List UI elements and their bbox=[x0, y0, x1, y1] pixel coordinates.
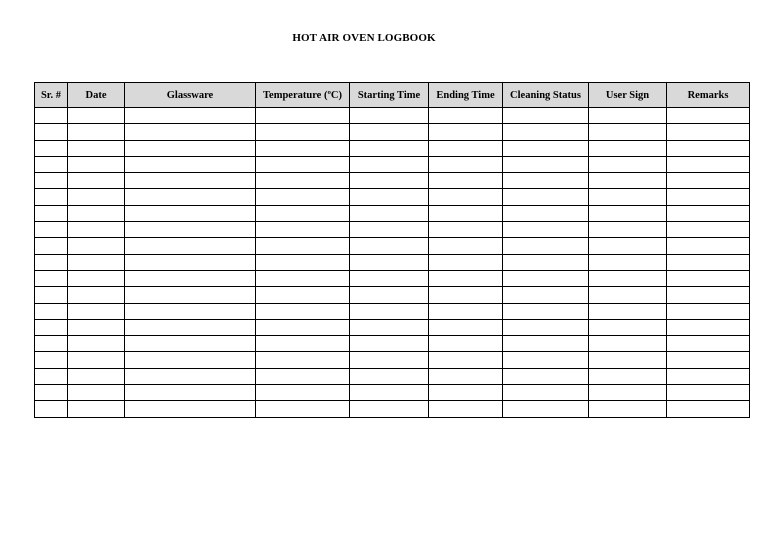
table-cell[interactable] bbox=[125, 124, 256, 140]
table-cell[interactable] bbox=[350, 352, 429, 368]
table-cell[interactable] bbox=[667, 303, 750, 319]
table-cell[interactable] bbox=[68, 287, 125, 303]
table-cell[interactable] bbox=[256, 319, 350, 335]
table-cell[interactable] bbox=[429, 108, 503, 124]
table-row bbox=[35, 205, 750, 221]
table-cell[interactable] bbox=[68, 205, 125, 221]
table-cell[interactable] bbox=[429, 205, 503, 221]
table-cell[interactable] bbox=[256, 124, 350, 140]
table-cell[interactable] bbox=[350, 336, 429, 352]
table-cell[interactable] bbox=[68, 401, 125, 417]
table-cell[interactable] bbox=[256, 385, 350, 401]
table-cell[interactable] bbox=[68, 336, 125, 352]
table-cell[interactable] bbox=[350, 303, 429, 319]
table-cell[interactable] bbox=[503, 401, 589, 417]
table-cell[interactable] bbox=[429, 352, 503, 368]
table-cell[interactable] bbox=[503, 303, 589, 319]
column-header-remarks: Remarks bbox=[667, 83, 750, 108]
table-cell[interactable] bbox=[589, 173, 667, 189]
table-cell[interactable] bbox=[667, 108, 750, 124]
table-cell[interactable] bbox=[68, 140, 125, 156]
table-cell[interactable] bbox=[35, 173, 68, 189]
table-cell[interactable] bbox=[35, 222, 68, 238]
table-cell[interactable] bbox=[429, 189, 503, 205]
table-cell[interactable] bbox=[256, 368, 350, 384]
table-cell[interactable] bbox=[503, 368, 589, 384]
table-cell[interactable] bbox=[256, 108, 350, 124]
table-cell[interactable] bbox=[589, 401, 667, 417]
table-row bbox=[35, 124, 750, 140]
table-cell[interactable] bbox=[68, 385, 125, 401]
table-cell[interactable] bbox=[256, 303, 350, 319]
table-cell[interactable] bbox=[429, 270, 503, 286]
table-cell[interactable] bbox=[589, 319, 667, 335]
table-cell[interactable] bbox=[256, 287, 350, 303]
table-cell[interactable] bbox=[35, 270, 68, 286]
column-header-glassware: Glassware bbox=[125, 83, 256, 108]
table-cell[interactable] bbox=[125, 385, 256, 401]
table-cell[interactable] bbox=[350, 108, 429, 124]
table-cell[interactable] bbox=[429, 385, 503, 401]
table-cell[interactable] bbox=[429, 401, 503, 417]
logbook-table bbox=[34, 82, 750, 418]
table-cell[interactable] bbox=[589, 385, 667, 401]
table-cell[interactable] bbox=[589, 336, 667, 352]
table-cell[interactable] bbox=[350, 287, 429, 303]
table-cell[interactable] bbox=[125, 368, 256, 384]
table-cell[interactable] bbox=[503, 319, 589, 335]
table-cell[interactable] bbox=[667, 287, 750, 303]
column-header-user-sign: User Sign bbox=[589, 83, 667, 108]
table-cell[interactable] bbox=[125, 303, 256, 319]
column-header-sr-no: Sr. # bbox=[35, 83, 68, 108]
table-cell[interactable] bbox=[589, 124, 667, 140]
table-cell[interactable] bbox=[503, 385, 589, 401]
table-cell[interactable] bbox=[429, 368, 503, 384]
table-cell[interactable] bbox=[350, 124, 429, 140]
table-cell[interactable] bbox=[125, 336, 256, 352]
table-cell[interactable] bbox=[125, 108, 256, 124]
table-cell[interactable] bbox=[35, 189, 68, 205]
table-cell[interactable] bbox=[35, 352, 68, 368]
table-row bbox=[35, 140, 750, 156]
table-cell[interactable] bbox=[350, 222, 429, 238]
table-row bbox=[35, 319, 750, 335]
table-cell[interactable] bbox=[256, 140, 350, 156]
table-cell[interactable] bbox=[125, 270, 256, 286]
table-cell[interactable] bbox=[667, 401, 750, 417]
table-cell[interactable] bbox=[589, 140, 667, 156]
table-cell[interactable] bbox=[667, 238, 750, 254]
table-cell[interactable] bbox=[68, 124, 125, 140]
table-cell[interactable] bbox=[503, 173, 589, 189]
table-cell[interactable] bbox=[503, 222, 589, 238]
table-cell[interactable] bbox=[667, 205, 750, 221]
table-cell[interactable] bbox=[68, 156, 125, 172]
table-cell[interactable] bbox=[68, 270, 125, 286]
table-cell[interactable] bbox=[429, 287, 503, 303]
table-cell[interactable] bbox=[256, 156, 350, 172]
table-cell[interactable] bbox=[667, 156, 750, 172]
table-cell[interactable] bbox=[256, 270, 350, 286]
table-row bbox=[35, 401, 750, 417]
table-cell[interactable] bbox=[256, 352, 350, 368]
table-cell[interactable] bbox=[503, 108, 589, 124]
table-cell[interactable] bbox=[667, 173, 750, 189]
table-cell[interactable] bbox=[35, 238, 68, 254]
table-cell[interactable] bbox=[35, 319, 68, 335]
table-cell[interactable] bbox=[503, 270, 589, 286]
table-cell[interactable] bbox=[589, 287, 667, 303]
table-cell[interactable] bbox=[589, 303, 667, 319]
table-cell[interactable] bbox=[68, 319, 125, 335]
table-cell[interactable] bbox=[667, 270, 750, 286]
column-header-date: Date bbox=[68, 83, 125, 108]
table-cell[interactable] bbox=[503, 254, 589, 270]
table-cell[interactable] bbox=[35, 368, 68, 384]
table-cell[interactable] bbox=[68, 108, 125, 124]
header-row bbox=[35, 83, 750, 108]
table-cell[interactable] bbox=[589, 238, 667, 254]
table-cell[interactable] bbox=[350, 254, 429, 270]
table-cell[interactable] bbox=[125, 189, 256, 205]
table-cell[interactable] bbox=[350, 205, 429, 221]
table-cell[interactable] bbox=[125, 319, 256, 335]
table-cell[interactable] bbox=[125, 222, 256, 238]
table-row bbox=[35, 287, 750, 303]
table-cell[interactable] bbox=[667, 385, 750, 401]
table-cell[interactable] bbox=[503, 287, 589, 303]
table-cell[interactable] bbox=[667, 319, 750, 335]
table-row bbox=[35, 108, 750, 124]
table-cell[interactable] bbox=[667, 368, 750, 384]
table-row bbox=[35, 238, 750, 254]
table-row bbox=[35, 156, 750, 172]
table-cell[interactable] bbox=[256, 189, 350, 205]
table-cell[interactable] bbox=[350, 189, 429, 205]
table-cell[interactable] bbox=[35, 385, 68, 401]
table-cell[interactable] bbox=[503, 156, 589, 172]
table-cell[interactable] bbox=[503, 189, 589, 205]
table-cell[interactable] bbox=[256, 254, 350, 270]
table-cell[interactable] bbox=[429, 303, 503, 319]
table-cell[interactable] bbox=[68, 238, 125, 254]
table-cell[interactable] bbox=[589, 189, 667, 205]
table-cell[interactable] bbox=[125, 140, 256, 156]
table-cell[interactable] bbox=[350, 270, 429, 286]
table-cell[interactable] bbox=[503, 352, 589, 368]
table-cell[interactable] bbox=[350, 156, 429, 172]
column-header-starting-time: Starting Time bbox=[350, 83, 429, 108]
table-cell[interactable] bbox=[350, 173, 429, 189]
table-cell[interactable] bbox=[35, 156, 68, 172]
table-cell[interactable] bbox=[429, 319, 503, 335]
table-cell[interactable] bbox=[35, 140, 68, 156]
column-header-cleaning-status: Cleaning Status bbox=[503, 83, 589, 108]
table-cell[interactable] bbox=[429, 124, 503, 140]
table-cell[interactable] bbox=[35, 205, 68, 221]
table-cell[interactable] bbox=[589, 222, 667, 238]
table-cell[interactable] bbox=[589, 352, 667, 368]
table-row bbox=[35, 270, 750, 286]
column-header-temperature: Temperature (ºC) bbox=[256, 83, 350, 108]
table-cell[interactable] bbox=[503, 336, 589, 352]
table-cell[interactable] bbox=[503, 124, 589, 140]
table-cell[interactable] bbox=[350, 238, 429, 254]
table-cell[interactable] bbox=[350, 140, 429, 156]
table-cell[interactable] bbox=[125, 401, 256, 417]
table-cell[interactable] bbox=[503, 140, 589, 156]
table-cell[interactable] bbox=[350, 385, 429, 401]
table-cell[interactable] bbox=[68, 368, 125, 384]
table-cell[interactable] bbox=[350, 319, 429, 335]
table-row bbox=[35, 254, 750, 270]
table-cell[interactable] bbox=[589, 108, 667, 124]
table-row bbox=[35, 368, 750, 384]
table-cell[interactable] bbox=[429, 336, 503, 352]
table-cell[interactable] bbox=[125, 238, 256, 254]
table-cell[interactable] bbox=[350, 368, 429, 384]
table-cell[interactable] bbox=[125, 205, 256, 221]
table-cell[interactable] bbox=[503, 238, 589, 254]
table-cell[interactable] bbox=[429, 254, 503, 270]
table-cell[interactable] bbox=[68, 254, 125, 270]
table-cell[interactable] bbox=[68, 303, 125, 319]
table-cell[interactable] bbox=[589, 270, 667, 286]
table-cell[interactable] bbox=[68, 222, 125, 238]
table-cell[interactable] bbox=[667, 254, 750, 270]
table-cell[interactable] bbox=[256, 222, 350, 238]
table-cell[interactable] bbox=[667, 124, 750, 140]
table-cell[interactable] bbox=[35, 401, 68, 417]
table-cell[interactable] bbox=[429, 140, 503, 156]
table-cell[interactable] bbox=[125, 352, 256, 368]
table-cell[interactable] bbox=[503, 205, 589, 221]
table-row bbox=[35, 222, 750, 238]
table-row bbox=[35, 385, 750, 401]
table-body bbox=[35, 108, 750, 418]
table-cell[interactable] bbox=[256, 401, 350, 417]
table-cell[interactable] bbox=[35, 124, 68, 140]
table-cell[interactable] bbox=[125, 254, 256, 270]
table-cell[interactable] bbox=[589, 156, 667, 172]
table-cell[interactable] bbox=[35, 336, 68, 352]
table-cell[interactable] bbox=[68, 352, 125, 368]
table-cell[interactable] bbox=[667, 352, 750, 368]
table-row bbox=[35, 352, 750, 368]
table-cell[interactable] bbox=[589, 254, 667, 270]
column-header-ending-time: Ending Time bbox=[429, 83, 503, 108]
table-row bbox=[35, 303, 750, 319]
table-cell[interactable] bbox=[35, 108, 68, 124]
table-cell[interactable] bbox=[429, 156, 503, 172]
table-cell[interactable] bbox=[256, 238, 350, 254]
table-cell[interactable] bbox=[589, 205, 667, 221]
table-cell[interactable] bbox=[125, 156, 256, 172]
table-row bbox=[35, 189, 750, 205]
table-cell[interactable] bbox=[589, 368, 667, 384]
table-cell[interactable] bbox=[256, 336, 350, 352]
table-cell[interactable] bbox=[667, 140, 750, 156]
table-cell[interactable] bbox=[125, 173, 256, 189]
table-cell[interactable] bbox=[35, 287, 68, 303]
table-row bbox=[35, 173, 750, 189]
table-cell[interactable] bbox=[256, 173, 350, 189]
table-cell[interactable] bbox=[68, 189, 125, 205]
table-cell[interactable] bbox=[125, 287, 256, 303]
table-cell[interactable] bbox=[350, 401, 429, 417]
table-cell[interactable] bbox=[256, 205, 350, 221]
table-row bbox=[35, 336, 750, 352]
table-cell[interactable] bbox=[667, 222, 750, 238]
table-cell[interactable] bbox=[429, 238, 503, 254]
table-cell[interactable] bbox=[667, 336, 750, 352]
page-title: HOT AIR OVEN LOGBOOK bbox=[292, 32, 436, 44]
table-cell[interactable] bbox=[667, 189, 750, 205]
table-cell[interactable] bbox=[429, 173, 503, 189]
table-cell[interactable] bbox=[68, 173, 125, 189]
table-cell[interactable] bbox=[429, 222, 503, 238]
table-cell[interactable] bbox=[35, 254, 68, 270]
table-cell[interactable] bbox=[35, 303, 68, 319]
